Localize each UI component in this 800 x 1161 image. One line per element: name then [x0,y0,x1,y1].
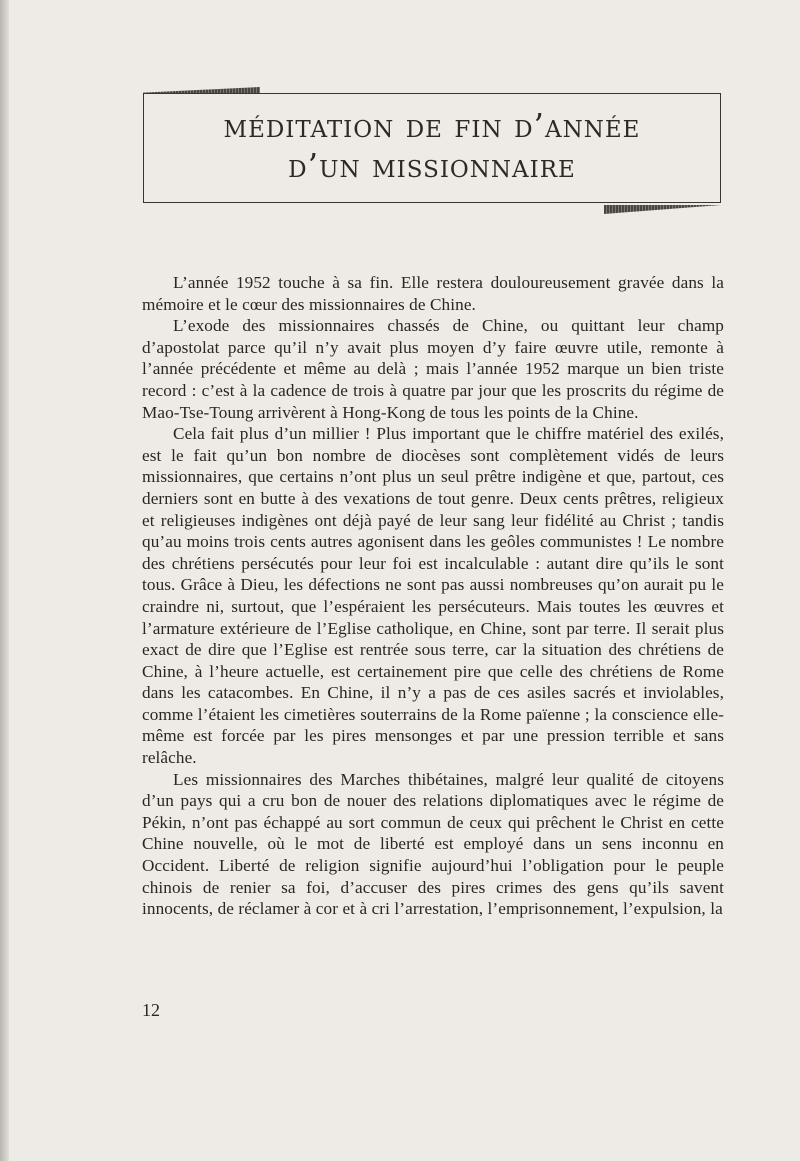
article-body [142,272,724,920]
title-ornament-bottom [604,205,721,214]
article-title [143,106,721,186]
article-title-line-1: méditation de fin d’année [223,106,641,145]
paragraph: Cela fait plus d’un millier ! Plus important que le chiffre matériel des exilés, est le fait qu’un bon nombre de diocèses sont complètement vidés de leurs missionnaires, que certains n’ont plus un seul prêtre indigène et que, partout, ces derniers sont en butte à des vexations de tout genre. Deux cents prêtres, religieux et religieuses indigènes ont déjà payé de leur sang leur fidélité au Christ ; tandis qu’au moins trois cents autres agonisent dans les geôles communistes ! Le nombre des chrétiens persécutés pour leur foi est incalculable : autant dire qu’ils le sont tous. Grâce à Dieu, les défections ne sont pas aussi nombreuses qu’on aurait pu le craindre ni, surtout, que l’espéraient les persécuteurs. Mais toutes les œuvres et l’armature extérieure de l’Eglise catholique, en Chine, sont par terre. Il serait plus exact de dire que l’Eglise est rentrée sous terre, car la situation des chrétiens de Chine, à l’heure actuelle, est certainement pire que celle des chrétiens de Rome dans les catacombes. En Chine, il n’y a pas de ces asiles sacrés et inviolables, comme l’étaient les cimetières souterrains de la Rome païenne ; la conscience elle-même est forcée par les pires mensonges et par une pression terrible et sans relâche. [142,424,724,768]
paragraph: L’année 1952 touche à sa fin. Elle restera douloureusement gravée dans la mémoire et le cœur des missionnaires de Chine. [142,273,724,314]
article-title-line-2: d’un missionnaire [288,146,576,185]
page-binding-edge [0,0,9,1161]
paragraph: L’exode des missionnaires chassés de Chine, ou quittant leur champ d’apostolat parce qu’il n’y avait plus moyen d’y faire œuvre utile, remonte à l’année précédente et même au delà ; mais l’année 1952 marque un bien triste record : c’est à la cadence de trois à quatre par jour que les proscrits du régime de Mao-Tse-Toung arrivèrent à Hong-Kong de tous les points de la Chine. [142,316,724,422]
page-number: 12 [142,1000,160,1020]
paragraph: Les missionnaires des Marches thibétaines, malgré leur qualité de citoyens d’un pays qui a cru bon de nouer des relations diplomatiques avec le régime de Pékin, n’ont pas échappé au sort commun de ceux qui prêchent le Christ en cette Chine nouvelle, où le mot de liberté est employé dans un sens inconnu en Occident. Liberté de religion signifie aujourd’hui l’obligation pour le peuple chinois de renier sa foi, d’accuser des pires crimes des gens qu’ils savent innocents, de réclamer à cor et à cri l’arrestation, l’emprisonnement, l’expulsion, la [142,769,724,919]
